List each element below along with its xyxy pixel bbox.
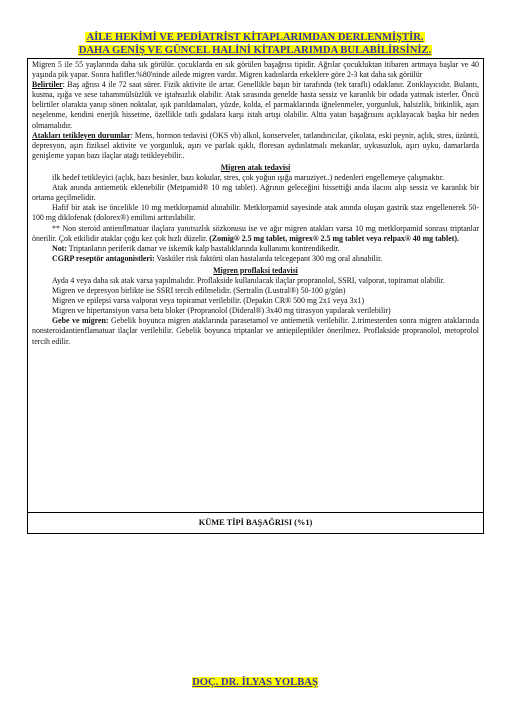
not-paragraph (32, 244, 479, 254)
profilaksi-paragraph-2: Migren ve depresyon birlikte ise SSRI tercih edilmelidir. (Sertralin (Lustral®) 50-100 g/gün) (52, 286, 346, 296)
not-label: Not: (52, 243, 67, 253)
atak-paragraph-3: Hafif bir atak ise öncelikle 10 mg metklorpamid alınabilir. Metklorpamid sayesinde atak anında oluşan gastrik staz engellenerek 50-100 mg diklofenak (dolorex®) emilimi arttırılabilir. (32, 203, 479, 223)
profilaksi-paragraph-1: Ayda 4 veya daha sık atak varsa yapılmalıdır. Proflakside kullanılacak ilaçlar propranolol, SSRI, valporat, topiramat olabilir. (52, 275, 445, 285)
section-footer-heading: KÜME TİPİ BAŞAĞRISI (%1) (27, 512, 484, 534)
cgrp-label: CGRP reseptör antagonistleri: (52, 253, 155, 263)
belirtiler-label: Belirtiler (32, 80, 63, 90)
author-name: DOÇ. DR. İLYAS YOLBAŞ (192, 677, 318, 688)
profilaksi-title: Migren proflaksi tedavisi (213, 265, 298, 275)
header-line-1: AİLE HEKİMİ VE PEDİATRİST KİTAPLARIMDAN DERLENMİŞTİR. (86, 32, 424, 43)
profilaksi-paragraph-4: Migren ve hipertansiyon varsa beta bloker (Propranolol (Dideral®) 3x40 mg titrasyon yapılarak verilebilir) (52, 306, 391, 316)
triptan-list: (Zomig® 2.5 mg tablet, migrex® 2.5 mg tablet veya relpax® 40 mg tablet). (209, 233, 459, 243)
page-header (0, 31, 510, 57)
content-box (27, 58, 484, 534)
belirtiler-paragraph (32, 80, 479, 130)
not-text: Triptanların periferik damar ve iskemik kalp hastalıklarında kullanımı kontrendikedir. (66, 243, 340, 253)
tetikleyen-label: Atakları tetikleyen durumlar (32, 130, 131, 140)
tetikleyen-text: : Mens, hormon tedavisi (OKS vb) alkol, konserveler, tatlandırıcılar, çikolata, eski peynir, açlık, stres, üzüntü, depresyon, aşırı fiziksel aktivite ve yorgunluk, aşırı ve parlak ışıklı, floresan aydınlatmalı mekanlar, uykusuzluk, aşırı uyku, damarlarda genişleme yapan bazı ilaçlar atağı tetikleyebilir.. (32, 130, 480, 160)
author-footer (0, 677, 510, 688)
intro-paragraph: Migren 5 ile 55 yaşlarında daha sık görülür. çocuklarda en sık görülen başağrısı tipidir. Ağrılar çocukluktan itibaren artmaya başlar ve 40 yaşında pik yapar. Sonra hafifler.%80'ninde ailede migren vardır. Migren kadınlarda erkeklere göre 2-3 kat daha sık görülür (32, 60, 479, 80)
belirtiler-text: : Baş ağrısı 4 ile 72 saat sürer. Fizik aktivite ile artar. Genellikle başın bir tarafında (tek taraflı) odaklanır. Zonklayıcıdır. Bulantı, kusma, ışığa ve sese tahammülsüzlük ve iştahsızlık olabilir. Atak sırasında genelde hasta sessiz ve karanlık bir odada yatmak isterler. Öncü belirtiler olarakta yanıp sönen noktalar, ışık parıldamaları, yüzde, kolda, el parmaklarında iğnelenmeler, yorgunluk, halsizlik, bitkinlik, aşırı neşelenme, kendini enerjik hissetme, özellikle tatlı gıdalara karşı istah artışı olabilir. Altta yatan başağrısını açıklayacak başka bir neden olmamalıdır. (32, 80, 479, 130)
header-line-2: DAHA GENİŞ VE GÜNCEL HALİNİ KİTAPLARIMDA BULABİLİRSİNİZ. (78, 45, 432, 56)
gebe-label: Gebe ve migren: (52, 316, 109, 326)
atak-paragraph-4-text: ** Non steroid antienflmatuar ilaçlara yanıtsızlık sözkonusu ise ve ağır migren atakları varsa 10 mg metklorpamid sonrası triptanlar önerilir. Çok etkilidir ataklar çoğu kez çok hızlı düzelir. (32, 223, 479, 243)
atak-paragraph-4 (32, 224, 479, 244)
atak-title: Migren atak tedavisi (220, 162, 291, 172)
profilaksi-paragraph-3: Migren ve epilepsi varsa valporat veya topiramat verilebilir. (Depakin CR® 500 mg 2x1 veya 3x1) (52, 296, 365, 306)
cgrp-text: Vasküler risk faktörü olan hastalarda telcegepant 300 mg oral alınabilir. (154, 253, 383, 263)
atak-paragraph-2: Atak anında antiemetik eklenebilir (Metpamid® 10 mg tablet). Ağrının geleceğini hissettiği anda ilacını alıp sessiz ve karanlık bir ortama geçilmelidir. (32, 183, 479, 203)
atak-paragraph-1: ilk hedef tetikleyici (açlık, bazı besinler, bazı kokular, stres, çok yoğun ışığa maruziyet..) nedenleri engellemeye çalışmaktır. (52, 173, 445, 183)
gebe-text: Gebelik boyunca migren ataklarında parasetamol ve antiemetik verilebilir. 2.trimesterden sonra migren ataklarında nonsteroidantienflamatuar ilaçlar verilebilir. Gebelik boyunca triptanlar ve antiepileptikler önerilmez. Proflakside propranolol, metoprolol tercih edilir. (32, 316, 479, 346)
gebe-paragraph (32, 316, 479, 346)
cgrp-paragraph (32, 254, 479, 264)
tetikleyen-paragraph (32, 131, 479, 161)
